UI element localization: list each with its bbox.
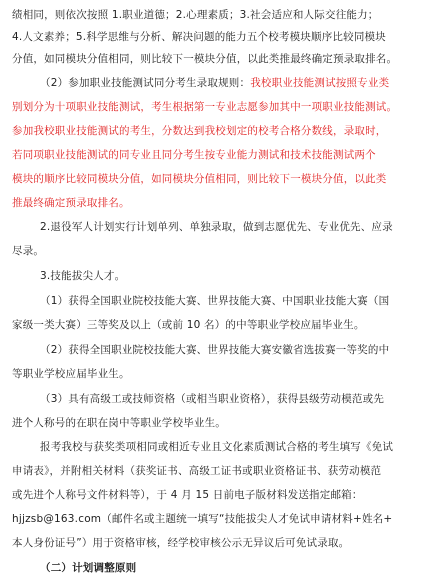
text-line-5: 别划分为十项职业技能测试，考生根据第一专业志愿参加其中一项职业技能测试。 xyxy=(12,101,398,113)
section-heading: （二）计划调整原则 xyxy=(40,562,137,574)
text-line-8: 模块的顺序比较同模块分值，如同模块分值相同，则比较下一模块分值，以此类 xyxy=(12,173,387,185)
text-line-1: 绩相同，则依次按照 1.职业道德；2.心理素质；3.社会适应和人际交往能力； xyxy=(12,9,379,21)
text-line-15: （2）获得全国职业院校技能大赛、世界技能大赛安徽省选拔赛一等奖的中 xyxy=(40,344,390,356)
text-line-9: 推最终确定预录取排名。 xyxy=(12,197,130,209)
text-line-11: 尽录。 xyxy=(12,245,45,257)
text-line-3: 分值，如同模块分值相同，则比较下一模块分值，以此类推最终确定预录取排名。 xyxy=(12,53,398,65)
text-line-19: 报考我校与获奖类项相同或相近专业且文化素质测试合格的考生填写《免试 xyxy=(40,441,394,453)
rule-heading-2: （2）参加职业技能测试同分考生录取规则： xyxy=(40,77,251,89)
text-line-14: 家级一类大赛）三等奖及以上（或前 10 名）的中等职业学校应届毕业生。 xyxy=(12,319,365,331)
text-line-2: 4.人文素养；5.科学思维与分析、解决问题的能力五个校考模块顺序比较同模块 xyxy=(12,31,386,43)
text-line-6: 参加我校职业技能测试的考生，分数达到我校划定的校考合格分数线，录取时， xyxy=(12,125,387,137)
text-line-12: 3.技能拔尖人才。 xyxy=(40,270,126,282)
text-line-16: 等职业学校应届毕业生。 xyxy=(12,368,130,380)
text-line-22: hjjzsb@163.com（邮件名或主题统一填写“技能拔尖人才免试申请材料+姓名+ xyxy=(12,513,393,525)
text-line-17: （3）具有高级工或技师资格（或相当职业资格），获得县级劳动模范或先 xyxy=(40,393,385,405)
text-line-20: 申请表》，并附相关材料（获奖证书、高级工证书或职业资格证书、获劳动模范 xyxy=(12,465,382,477)
red-text-start: 我校职业技能测试按照专业类 xyxy=(250,77,390,89)
text-line-23: 本人身份证号”）用于资格审核，经学校审核公示无异议后可免试录取。 xyxy=(12,537,350,549)
text-line-13: （1）获得全国职业院校技能大赛、世界技能大赛、中国职业技能大赛（国 xyxy=(40,295,390,307)
text-line-4 xyxy=(40,76,389,90)
text-line-21: 或先进个人称号文件材料等），于 4 月 15 日前电子版材料发送指定邮箱： xyxy=(12,489,363,501)
text-line-10: 2.退役军人计划实行计划单列、单独录取，做到志愿优先、专业优先、应录 xyxy=(40,221,393,233)
text-line-7: 若同项职业技能测试的同专业且同分考生按专业能力测试和技术技能测试两个 xyxy=(12,149,376,161)
text-line-18: 进个人称号的在职在岗中等职业学校毕业生。 xyxy=(12,417,226,429)
